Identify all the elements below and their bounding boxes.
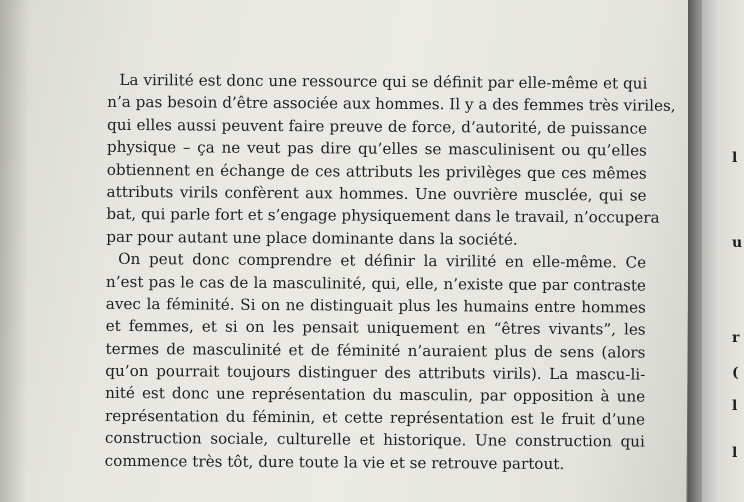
text-line: par pour autant une place dominante dans la société. bbox=[106, 227, 518, 249]
text-line: avec la féminité. Si on ne distinguait plus les humains entre hommes bbox=[105, 294, 646, 317]
adjacent-page-fragment: l bbox=[732, 398, 738, 414]
text-line: attributs virils confèrent aux hommes. Une ouvrière musclée, qui se bbox=[106, 182, 647, 205]
text-line: nité est donc une représentation du masculin, par opposition à une bbox=[105, 384, 646, 407]
body-text bbox=[104, 69, 676, 476]
text-line: bat, qui parle fort et s’engage physiquement dans le travail, n’occupera bbox=[106, 205, 660, 228]
text-line: qu’on pourrait toujours distinguer des attributs virils). La mascu-li- bbox=[105, 361, 646, 384]
text-line: construction sociale, culturelle et historique. Une construction qui bbox=[104, 429, 645, 451]
text-line: La virilité est donc une ressource qui se définit par elle-même et qui bbox=[119, 70, 648, 93]
text-line: commence très tôt, dure toute la vie et se retrouve partout. bbox=[104, 451, 565, 473]
text-line: physique – ça ne veut pas dire qu’elles se masculinisent ou qu’elles bbox=[106, 137, 647, 160]
page-shadow bbox=[0, 0, 30, 502]
adjacent-page bbox=[702, 0, 744, 502]
text-line: On peut donc comprendre et définir la virilité en elle-même. Ce bbox=[118, 250, 647, 272]
text-line: représentation du féminin, et cette représentation est le fruit d’une bbox=[104, 406, 646, 429]
text-line: et femmes, et si on les pensait uniquement en “êtres vivants”, les bbox=[105, 317, 646, 339]
adjacent-page-fragment: u bbox=[732, 235, 743, 251]
text-line: n’est pas le cas de la masculinité, qui, elle, n’existe que par contraste bbox=[105, 272, 647, 295]
text-line: qui elles aussi peuvent faire preuve de force, d’autorité, de puissance bbox=[107, 115, 648, 138]
adjacent-page-fragment: l bbox=[732, 150, 738, 166]
page-gutter bbox=[688, 0, 702, 502]
text-line: obtiennent en échange de ces attributs les privilèges que ces mêmes bbox=[106, 160, 647, 183]
adjacent-page-fragment: l bbox=[732, 445, 738, 461]
text-line: n’a pas besoin d’être associée aux hommes. Il y a des femmes très viriles, bbox=[107, 93, 676, 116]
adjacent-page-fragment: r bbox=[732, 330, 740, 346]
text-line: termes de masculinité et de féminité n’auraient plus de sens (alors bbox=[105, 339, 646, 362]
adjacent-page-fragment: ( bbox=[732, 365, 739, 381]
